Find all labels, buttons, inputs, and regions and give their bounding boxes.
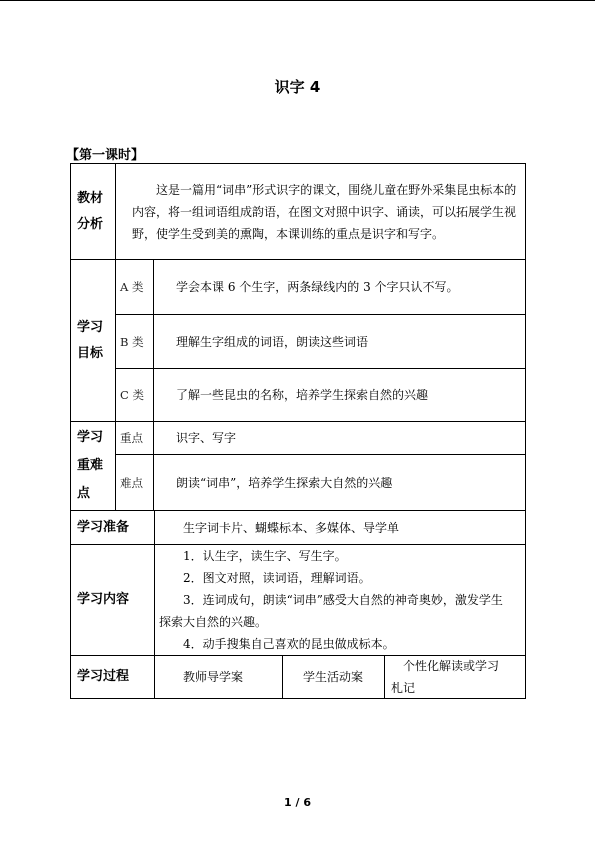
preparation-text: 生字词卡片、蝴蝶标本、多媒体、导学单 <box>154 510 526 545</box>
learning-goals-header-line2: 目标 <box>77 345 104 361</box>
section-label: 【第一课时】 <box>66 148 145 163</box>
goal-c-text: 了解一些昆虫的名称，培养学生探索自然的兴趣 <box>153 368 526 422</box>
process-header: 学习过程 <box>70 655 155 699</box>
material-analysis-text: 这是一篇用“词串”形式识字的课文，围绕儿童在野外采集昆虫标本的内容，将一组词语组成韵语，在图文对照中识字、诵读，可以拓展学生视野，使学生受到美的熏陶，本课训练的重点是识字和写字。 <box>132 182 517 241</box>
content-item-1: 1．认生字，读生字、写生字。 <box>183 549 347 563</box>
content-item-2: 2．图文对照，读词语，理解词语。 <box>183 571 371 585</box>
difficult-point-label: 难点 <box>115 454 154 511</box>
learning-goals-header <box>70 259 116 422</box>
goal-a-text: 学会本课 6 个生字，两条绿线内的 3 个字只认不写。 <box>153 259 526 315</box>
process-col-notes-line2: 札记 <box>391 681 416 695</box>
top-rule <box>0 0 595 1</box>
process-col-notes <box>384 655 526 699</box>
material-analysis-header-line2: 分析 <box>77 216 104 232</box>
process-col-student: 学生活动案 <box>282 655 385 699</box>
preparation-header: 学习准备 <box>70 510 155 545</box>
page-number: 1 / 6 <box>284 796 311 809</box>
content-item-3-cont: 探索大自然的兴趣。 <box>159 615 268 629</box>
goal-b-text: 理解生字组成的词语，朗读这些词语 <box>153 314 526 369</box>
learning-goals-header-line1: 学习 <box>77 319 104 335</box>
content-item-3: 3．连词成句，朗读“词串”感受大自然的神奇奥妙，激发学生 <box>183 593 503 607</box>
process-col-notes-line1: 个性化解读或学习 <box>403 659 500 673</box>
key-point-text: 识字、写字 <box>153 421 526 455</box>
goal-a-label: A 类 <box>115 259 154 315</box>
key-difficult-header-line2: 重难 <box>77 458 104 473</box>
key-difficult-header-line1: 学习 <box>77 430 104 445</box>
material-analysis-header <box>70 163 116 260</box>
material-analysis-header-line1: 教材 <box>77 190 104 206</box>
content-item-4: 4．动手搜集自己喜欢的昆虫做成标本。 <box>183 637 395 651</box>
content-list <box>154 544 526 656</box>
goal-b-label: B 类 <box>115 314 154 369</box>
material-analysis-cell <box>115 163 526 260</box>
content-header: 学习内容 <box>70 544 155 656</box>
key-difficult-header-line3: 点 <box>77 486 91 501</box>
goal-c-label: C 类 <box>115 368 154 422</box>
difficult-point-text: 朗读“词串”，培养学生探索大自然的兴趣 <box>153 454 526 511</box>
page-title: 识字 4 <box>274 78 321 96</box>
process-col-teacher: 教师导学案 <box>154 655 283 699</box>
key-point-label: 重点 <box>115 421 154 455</box>
key-difficult-header <box>70 421 116 511</box>
